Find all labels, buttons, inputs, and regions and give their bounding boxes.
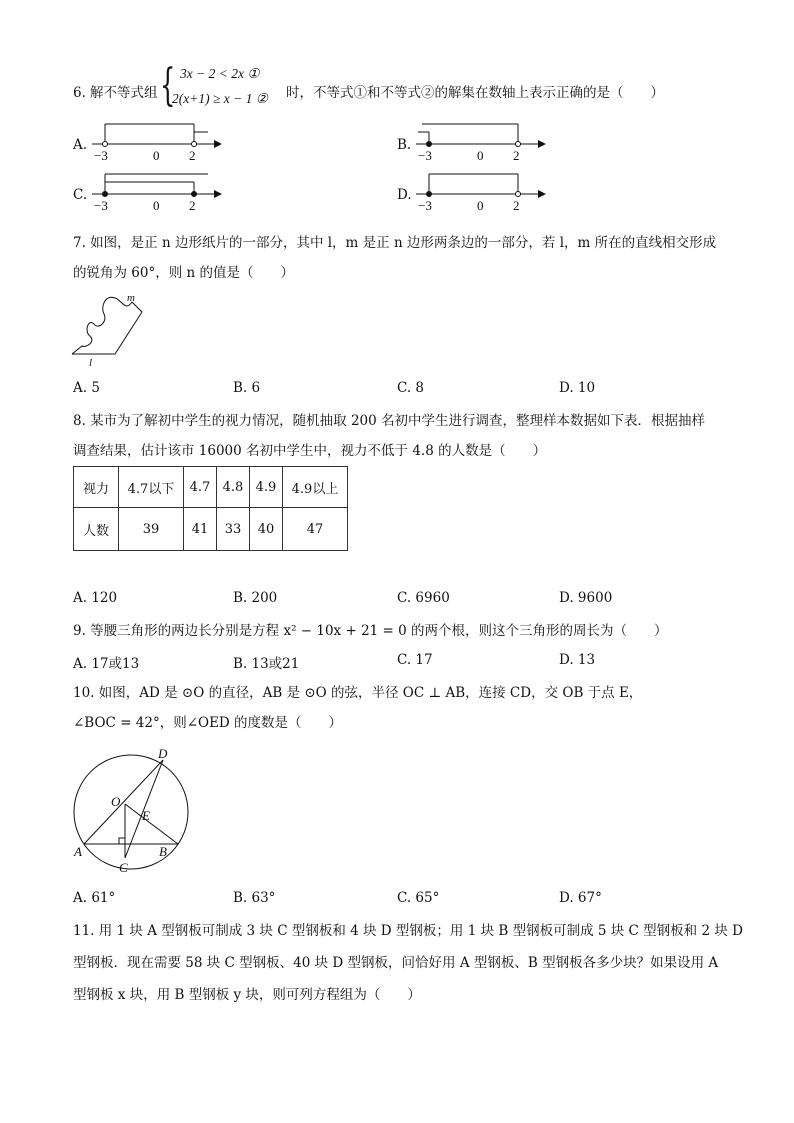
q6-option-a-number-line: [90, 118, 220, 164]
q6-option-b-number-line: [414, 118, 544, 164]
q6-option-a-label: A.: [73, 137, 88, 153]
table-row: [74, 508, 348, 551]
q7-label-l: l: [89, 357, 93, 369]
q6-d-tick-2: 2: [513, 198, 520, 213]
q8-line-1: 8. 某市为了解初中学生的视力情况，随机抽取 200 名初中学生进行调查，整理样本数据如下表．根据抽样: [73, 413, 706, 429]
q8-option-c: C. 6960: [397, 590, 450, 606]
table-row: [74, 467, 348, 508]
q10-option-d: D. 67°: [559, 890, 602, 906]
q10-label-a: A: [74, 844, 82, 859]
q6-brace: {: [160, 60, 176, 111]
table-cell: 视力: [74, 467, 119, 508]
q6-d-tick-0: 0: [477, 198, 484, 213]
q6-option-c-label: C.: [73, 187, 88, 203]
q6-option-c-number-line: [90, 168, 220, 214]
q10-label-o: O: [111, 794, 121, 809]
q7-option-a: A. 5: [73, 380, 100, 396]
q9-option-b: B. 13或21: [233, 656, 300, 672]
table-cell: 4.8: [217, 467, 250, 508]
q8-option-b: B. 200: [233, 590, 278, 606]
q6-option-d-number-line: [414, 168, 544, 214]
q8-option-d: D. 9600: [559, 590, 613, 606]
q6-a-tick-neg3: −3: [94, 148, 108, 163]
q6-number: 6.: [73, 85, 86, 101]
table-cell: 4.7: [184, 467, 217, 508]
q10-label-c: C: [119, 860, 128, 875]
q11-line-3: 型钢板 x 块，用 B 型钢板 y 块，则可列方程组为（ ）: [73, 987, 421, 1003]
table-cell: 4.9以上: [283, 467, 348, 508]
q6-b-tick-0: 0: [477, 148, 484, 163]
q6-b-tick-neg3: −3: [418, 148, 432, 163]
q11-line-1: 11. 用 1 块 A 型钢板可制成 3 块 C 型钢板和 4 块 D 型钢板；用 1 块 B 型钢板可制成 5 块 C 型钢板和 2 块 D: [73, 923, 743, 939]
q6-option-b-label: B.: [397, 137, 412, 153]
q7-polygon-fragment-figure: [70, 292, 145, 367]
q10-circle-figure: [66, 748, 196, 873]
q6-a-tick-2: 2: [189, 148, 196, 163]
q7-option-c: C. 8: [397, 380, 425, 396]
q6-prefix: 解不等式组: [90, 85, 158, 101]
q8-line-2: 调查结果，估计该市 16000 名初中学生中，视力不低于 4.8 的人数是（ ）: [73, 443, 547, 459]
q10-line-1: 10. 如图，AD 是 ⊙O 的直径，AB 是 ⊙O 的弦，半径 OC ⊥ AB，连接 CD，交 OB 于点 E，: [73, 685, 643, 701]
q10-option-b: B. 63°: [233, 890, 276, 906]
q6-c-tick-neg3: −3: [94, 198, 108, 213]
q10-label-b: B: [159, 844, 167, 859]
q7-option-d: D. 10: [559, 380, 596, 396]
q8-vision-table: [73, 466, 348, 551]
table-cell: 4.9: [250, 467, 283, 508]
q10-option-c: C. 65°: [397, 890, 440, 906]
q7-option-b: B. 6: [233, 380, 261, 396]
q6-inequality-1: 3x − 2 < 2x ①: [180, 66, 260, 81]
table-cell: 人数: [74, 508, 119, 551]
q7-label-m: m: [127, 292, 135, 304]
q7-line-1: 7. 如图，是正 n 边形纸片的一部分，其中 l，m 是正 n 边形两条边的一部分，若 l，m 所在的直线相交形成: [73, 235, 717, 251]
q9-option-c: C. 17: [397, 652, 433, 668]
q11-line-2: 型钢板．现在需要 58 块 C 型钢板、40 块 D 型钢板，问恰好用 A 型钢板、B 型钢板各多少块？如果设用 A: [73, 955, 719, 971]
q8-option-a: A. 120: [73, 590, 118, 606]
table-cell: 33: [217, 508, 250, 551]
q9-line-1: 9. 等腰三角形的两边长分别是方程 x² − 10x + 21 = 0 的两个根，则这个三角形的周长为（ ）: [73, 623, 668, 639]
q10-option-a: A. 61°: [73, 890, 116, 906]
table-cell: 47: [283, 508, 348, 551]
table-cell: 41: [184, 508, 217, 551]
q6-suffix: 时，不等式①和不等式②的解集在数轴上表示正确的是（ ）: [286, 85, 664, 101]
q9-option-d: D. 13: [559, 652, 596, 668]
q6-b-tick-2: 2: [513, 148, 520, 163]
q10-line-2: ∠BOC = 42°，则∠OED 的度数是（ ）: [73, 715, 343, 731]
q6-option-d-label: D.: [397, 187, 412, 203]
q6-c-tick-2: 2: [189, 198, 196, 213]
q6-inequality-2: 2(x+1) ≥ x − 1 ②: [172, 91, 268, 106]
q6-d-tick-neg3: −3: [418, 198, 432, 213]
q7-line-2: 的锐角为 60°，则 n 的值是（ ）: [73, 265, 294, 281]
table-cell: 40: [250, 508, 283, 551]
q9-option-a: A. 17或13: [73, 656, 140, 672]
table-cell: 39: [119, 508, 184, 551]
q10-label-d: D: [158, 746, 168, 761]
q6-a-tick-0: 0: [153, 148, 160, 163]
q10-label-e: E: [142, 808, 150, 823]
table-cell: 4.7以下: [119, 467, 184, 508]
q6-c-tick-0: 0: [153, 198, 160, 213]
